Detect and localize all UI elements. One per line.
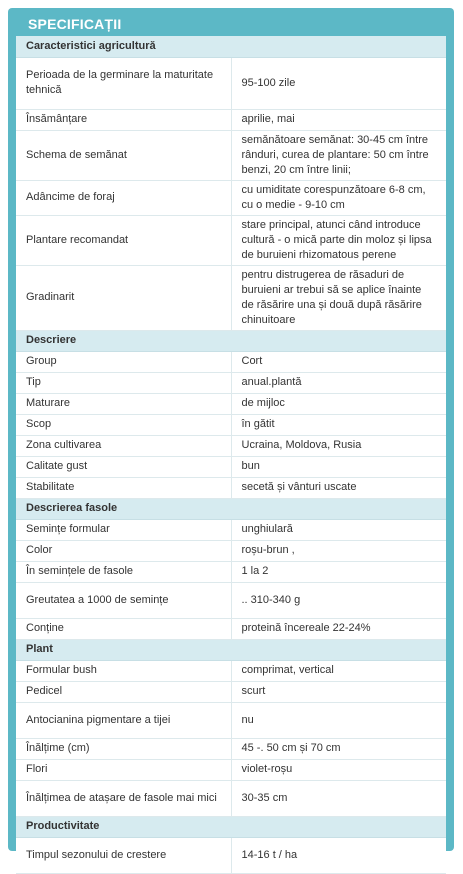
- row-value: nu: [231, 702, 446, 738]
- row-value: cu umiditate corespunzătoare 6-8 cm, cu o medie - 9-10 cm: [231, 180, 446, 215]
- row-label: În semințele de fasole: [16, 561, 231, 582]
- row-label: Pedicel: [16, 681, 231, 702]
- table-row: [16, 738, 446, 759]
- section-header: [16, 816, 446, 837]
- row-label: Semințe formular: [16, 519, 231, 540]
- row-label: Gradinarit: [16, 265, 231, 330]
- table-row: [16, 618, 446, 639]
- row-value: secetă și vânturi uscate: [231, 477, 446, 498]
- table-row: [16, 57, 446, 109]
- row-label: Scop: [16, 414, 231, 435]
- row-value: aprilie, mai: [231, 109, 446, 130]
- row-value: 95-100 zile: [231, 57, 446, 109]
- row-value: bun: [231, 456, 446, 477]
- table-row: [16, 561, 446, 582]
- row-label: Stabilitate: [16, 477, 231, 498]
- row-value: .. 310-340 g: [231, 582, 446, 618]
- row-value: roșu-brun ,: [231, 540, 446, 561]
- table-row: [16, 780, 446, 816]
- row-label: Însămânțare: [16, 109, 231, 130]
- table-row: [16, 456, 446, 477]
- row-value: anual.plantă: [231, 372, 446, 393]
- section-title: Descrierea fasole: [16, 498, 446, 519]
- table-row: [16, 109, 446, 130]
- row-value: proteină încereale 22-24%: [231, 618, 446, 639]
- row-label: Tip: [16, 372, 231, 393]
- row-value: Cort: [231, 351, 446, 372]
- table-row: [16, 702, 446, 738]
- table-row: [16, 837, 446, 873]
- table-row: [16, 372, 446, 393]
- specifications-panel: [16, 36, 446, 861]
- row-value: 1 la 2: [231, 561, 446, 582]
- section-title: Caracteristici agricultură: [16, 36, 446, 57]
- row-label: Zona cultivarea: [16, 435, 231, 456]
- table-row: [16, 519, 446, 540]
- section-header: [16, 639, 446, 660]
- row-label: Înălțime (cm): [16, 738, 231, 759]
- row-value: stare principal, atunci când introduce cultură - o mică parte din moloz și lipsa de buruieni rhizomatous perene: [231, 215, 446, 265]
- row-value: violet-roșu: [231, 759, 446, 780]
- specifications-table: [16, 36, 446, 874]
- row-value: 14-16 t / ha: [231, 837, 446, 873]
- table-row: [16, 130, 446, 180]
- table-row: [16, 435, 446, 456]
- row-label: Color: [16, 540, 231, 561]
- row-label: Înălțimea de atașare de fasole mai mici: [16, 780, 231, 816]
- table-row: [16, 351, 446, 372]
- row-label: Maturare: [16, 393, 231, 414]
- row-value: de mijloc: [231, 393, 446, 414]
- row-label: Plantare recomandat: [16, 215, 231, 265]
- row-value: unghiulară: [231, 519, 446, 540]
- table-row: [16, 582, 446, 618]
- table-row: [16, 265, 446, 330]
- table-row: [16, 180, 446, 215]
- row-value: 30-35 cm: [231, 780, 446, 816]
- section-title: Descriere: [16, 330, 446, 351]
- row-value: 45 -. 50 cm și 70 cm: [231, 738, 446, 759]
- row-label: Adâncime de foraj: [16, 180, 231, 215]
- table-row: [16, 393, 446, 414]
- row-label: Schema de semănat: [16, 130, 231, 180]
- table-row: [16, 414, 446, 435]
- row-value: semănătoare semănat: 30-45 cm între rânduri, curea de plantare: 50 cm între benzi, 20 cm între linii;: [231, 130, 446, 180]
- table-row: [16, 215, 446, 265]
- section-title: Productivitate: [16, 816, 446, 837]
- specifications-title: SPECIFICAȚII: [28, 16, 122, 32]
- section-header: [16, 498, 446, 519]
- section-title: Plant: [16, 639, 446, 660]
- row-label: Antocianina pigmentare a tijei: [16, 702, 231, 738]
- row-value: comprimat, vertical: [231, 660, 446, 681]
- section-header: [16, 330, 446, 351]
- row-label: Conține: [16, 618, 231, 639]
- row-label: Timpul sezonului de crestere: [16, 837, 231, 873]
- specifications-frame: [8, 8, 454, 861]
- table-row: [16, 477, 446, 498]
- table-row: [16, 540, 446, 561]
- table-row: [16, 660, 446, 681]
- row-value: Ucraina, Moldova, Rusia: [231, 435, 446, 456]
- table-row: [16, 681, 446, 702]
- row-label: Calitate gust: [16, 456, 231, 477]
- row-value: scurt: [231, 681, 446, 702]
- row-label: Formular bush: [16, 660, 231, 681]
- table-row: [16, 759, 446, 780]
- row-value: în gătit: [231, 414, 446, 435]
- section-header: [16, 36, 446, 57]
- row-label: Flori: [16, 759, 231, 780]
- row-label: Greutatea a 1000 de semințe: [16, 582, 231, 618]
- row-value: pentru distrugerea de răsaduri de buruieni ar trebui să se aplice înainte de răsărire una și două după răsărire chinuitoare: [231, 265, 446, 330]
- row-label: Perioada de la germinare la maturitate tehnică: [16, 57, 231, 109]
- row-label: Group: [16, 351, 231, 372]
